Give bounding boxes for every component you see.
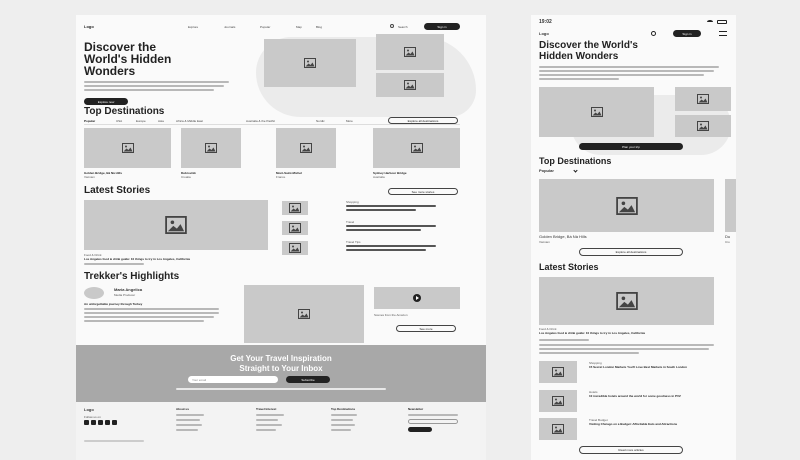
status-time: 19:02 [539,19,552,25]
image-icon [552,367,564,377]
image-icon [289,243,301,253]
destination-name-4[interactable]: Sydney Harbour Bridge [373,171,407,175]
filter-asia[interactable]: Asia [158,119,164,123]
trekker-text-4 [84,320,204,322]
footer-link-a2[interactable] [176,419,200,421]
image-icon [289,203,301,213]
nav-explore[interactable]: Explore [188,25,199,29]
hero-cta-button[interactable]: Explore now [84,98,128,105]
mobile-side-story-category-2: Hotels [589,390,598,394]
mobile-read-more-button[interactable]: Read more articles [579,446,683,454]
footer-col-destinations: Top Destinations [331,407,356,411]
footer-newsletter-text [408,414,458,416]
footer-link-c4[interactable] [331,429,351,431]
mobile-main-story-text-1 [539,344,714,346]
tiktok-icon[interactable] [112,420,117,425]
destination-country-3: France [276,175,286,179]
trekker-text-2 [84,312,219,314]
footer-logo[interactable]: Logo [84,407,94,412]
footer-link-a1[interactable] [176,414,204,416]
desktop-mockup [76,15,486,460]
destination-image-1 [84,128,171,168]
destination-image-3 [276,128,336,168]
filter-nordic[interactable]: Nordic [316,119,325,123]
mobile-hero-image-2 [675,87,731,111]
mobile-hero-text-3 [539,74,704,76]
mobile-destination-country: Vietnam [539,240,550,244]
image-icon [298,309,310,319]
filter-africa[interactable]: Africa & Middle East [176,119,204,123]
mobile-hero-title-2: Hidden Wonders [539,51,619,62]
hero-title-line2: World's Hidden [84,52,172,66]
mobile-signin-button[interactable]: Sign in [673,30,701,37]
destination-name-1[interactable]: Golden Bridge, Bà Nà Hills [84,171,123,175]
mobile-side-story-title-3[interactable]: Visiting Chicago on a Budget: Affordable Eats and Attractions [589,422,678,426]
trekkers-highlights-heading: Trekker's Highlights [84,271,180,282]
filter-more[interactable]: More [346,119,353,123]
mobile-main-story-text-3 [539,352,639,354]
side-story-title-1 [346,205,436,207]
side-story-title-3b [346,249,426,251]
footer-link-c3[interactable] [331,424,355,426]
explore-all-destinations-button[interactable]: Explore all destinations [388,117,458,124]
mobile-search-icon[interactable] [651,31,656,36]
destination-country-1: Vietnam [84,175,95,179]
destination-country-2: Croatia [181,175,191,179]
top-destinations-heading: Top Destinations [84,106,165,117]
mobile-hero-cta-button[interactable]: Plan your trip [579,143,683,150]
mobile-filter-popular[interactable]: Popular [539,168,554,173]
side-story-title-1b [346,209,416,211]
search-icon[interactable] [390,24,394,28]
mobile-side-story-title-2[interactable]: 10 incredible hotels around the world for some goodness in PVZ [589,394,681,398]
menu-icon[interactable] [719,31,727,36]
search-label[interactable]: Search [398,25,408,29]
image-icon [165,216,187,234]
footer-link-a4[interactable] [176,429,198,431]
destination-image-4 [373,128,460,168]
image-icon [404,47,416,57]
mobile-side-story-category-1: Shopping [589,361,602,365]
main-story-image [84,200,268,250]
desktop-signin-button[interactable]: Sign in [424,23,460,30]
footer-col-about: About us [176,407,189,411]
image-icon [300,143,312,153]
image-icon [289,223,301,233]
avatar [84,287,104,299]
mobile-hero-text-1 [539,66,719,68]
trekker-text-3 [84,316,214,318]
mobile-hero-image-3 [675,115,731,137]
image-icon [411,143,423,153]
side-story-title-2b [346,229,421,231]
mobile-side-story-title-1[interactable]: 15 Secret London Markets You'll Love Best Markets in South London [589,365,687,369]
mobile-destination-image-next [725,179,736,232]
battery-icon [717,20,727,24]
video-thumbnail[interactable] [374,287,460,309]
image-icon [697,121,709,131]
image-icon [697,94,709,104]
image-icon [404,80,416,90]
trekker-name: Maria Angelica [114,287,143,292]
footer-link-b2[interactable] [256,419,278,421]
twitter-icon[interactable] [98,420,103,425]
chevron-down-icon[interactable] [573,168,577,172]
image-icon [616,292,638,310]
filter-australia[interactable]: Australia & the Pacific [246,119,276,123]
social-icons[interactable] [84,420,117,425]
mobile-top-destinations-heading: Top Destinations [539,156,612,166]
highlight-image [244,285,364,343]
mobile-side-story-category-3: Travel Budget [589,418,608,422]
footer-link-b3[interactable] [256,424,282,426]
side-story-title-2 [346,225,436,227]
mobile-logo[interactable]: Logo [539,31,549,36]
hero-image-3 [376,73,444,97]
filter-europe[interactable]: Europe [136,119,146,123]
mobile-hero-title-1: Discover the World's [539,40,638,51]
play-icon[interactable] [413,294,421,302]
mobile-side-story-image-1 [539,361,577,383]
desktop-logo[interactable]: Logo [84,24,94,29]
main-story-meta [84,263,144,265]
main-story-category: Food & Drink [84,253,102,257]
subscribe-button[interactable]: Subscribe [286,376,330,383]
trekker-quote[interactable]: An unforgettable journey through Turkey [84,302,143,306]
filter-underline [84,124,460,125]
hero-image-1 [264,39,356,87]
nav-journals[interactable]: Journals [224,25,236,29]
side-story-category-2: Travel [346,220,355,224]
mobile-destination-name[interactable]: Golden Bridge, Bà Nà Hills [539,234,587,239]
youtube-icon[interactable] [105,420,110,425]
footer-link-b4[interactable] [256,429,276,431]
mobile-main-story-title[interactable]: Los Angeles food & drink guide: 10 things to try in Los Angeles, California [539,331,645,335]
footer-subscribe-button[interactable] [408,427,432,432]
filter-usa[interactable]: USA [116,119,123,123]
destination-name-3[interactable]: Mont-Saint-Michel [276,171,302,175]
hero-title-line3: Wonders [84,64,136,78]
footer-email-input[interactable] [408,419,458,424]
mobile-main-story-category: Food & Drink [539,327,557,331]
footer-link-a3[interactable] [176,424,202,426]
destination-name-2[interactable]: Dubrovnik [181,171,196,175]
mobile-destination-next-country: Cro [725,240,730,244]
footer-link-b1[interactable] [256,414,284,416]
nav-popular[interactable]: Popular [260,25,271,29]
image-icon [205,143,217,153]
footer-link-c2[interactable] [331,419,353,421]
footer-link-c1[interactable] [331,414,357,416]
mobile-mockup [531,15,736,460]
nav-blog[interactable]: Blog [316,25,323,29]
latest-stories-heading: Latest Stories [84,185,151,196]
side-story-image-1 [282,201,308,215]
footer-col-interest: Travel Interest [256,407,277,411]
side-story-title-3 [346,245,436,247]
image-icon [616,197,638,215]
destination-country-4: Australia [373,175,385,179]
image-icon [552,396,564,406]
mobile-main-story-text-2 [539,348,709,350]
mobile-hero-text-2 [539,70,714,72]
mobile-hero-image-1 [539,87,654,137]
side-story-image-3 [282,241,308,255]
video-caption[interactable]: Scenes from the Amazon [374,313,408,317]
hero-text-1 [84,81,229,83]
footer-col-newsletter: Newsletter [408,407,424,411]
facebook-icon[interactable] [84,420,89,425]
see-more-button[interactable]: See more [396,325,456,332]
mobile-latest-stories-heading: Latest Stories [539,262,599,272]
mobile-side-story-image-2 [539,390,577,412]
email-input[interactable]: Your email [188,376,278,383]
follow-us-label: Follow us on [84,415,101,419]
mobile-main-story-meta [539,339,589,341]
side-story-image-2 [282,221,308,235]
image-icon [122,143,134,153]
mobile-explore-all-button[interactable]: Explore all destinations [579,248,683,256]
side-story-category-3: Travel Tips [346,240,361,244]
newsletter-note [176,388,386,390]
destination-image-2 [181,128,241,168]
copyright-bar [84,440,144,442]
hero-title-line1: Discover the [84,40,157,54]
image-icon [552,424,564,434]
mobile-main-story-image [539,277,714,325]
instagram-icon[interactable] [91,420,96,425]
mobile-hero-text-4 [539,78,619,80]
trekker-text-1 [84,308,219,310]
see-more-stories-button[interactable]: See more stories [388,188,458,195]
main-story-title[interactable]: Los Angeles food & drink guide: 10 things to try in Los Angeles, California [84,257,190,261]
mobile-destination-image [539,179,714,232]
image-icon [591,107,603,117]
hero-image-2 [376,34,444,70]
mobile-destination-next-name[interactable]: Du [725,234,731,239]
trekker-role: Media Producer [114,293,136,297]
wifi-icon [707,20,713,24]
side-story-category-1: Shopping [346,200,359,204]
nav-map[interactable]: Map [296,25,302,29]
newsletter-title-1: Get Your Travel Inspiration [230,354,332,363]
image-icon [304,58,316,68]
hero-text-2 [84,85,224,87]
filter-popular[interactable]: Popular [84,119,96,123]
hero-text-3 [84,89,214,91]
mobile-side-story-image-3 [539,418,577,440]
newsletter-title-2: Straight to Your Inbox [239,364,323,373]
